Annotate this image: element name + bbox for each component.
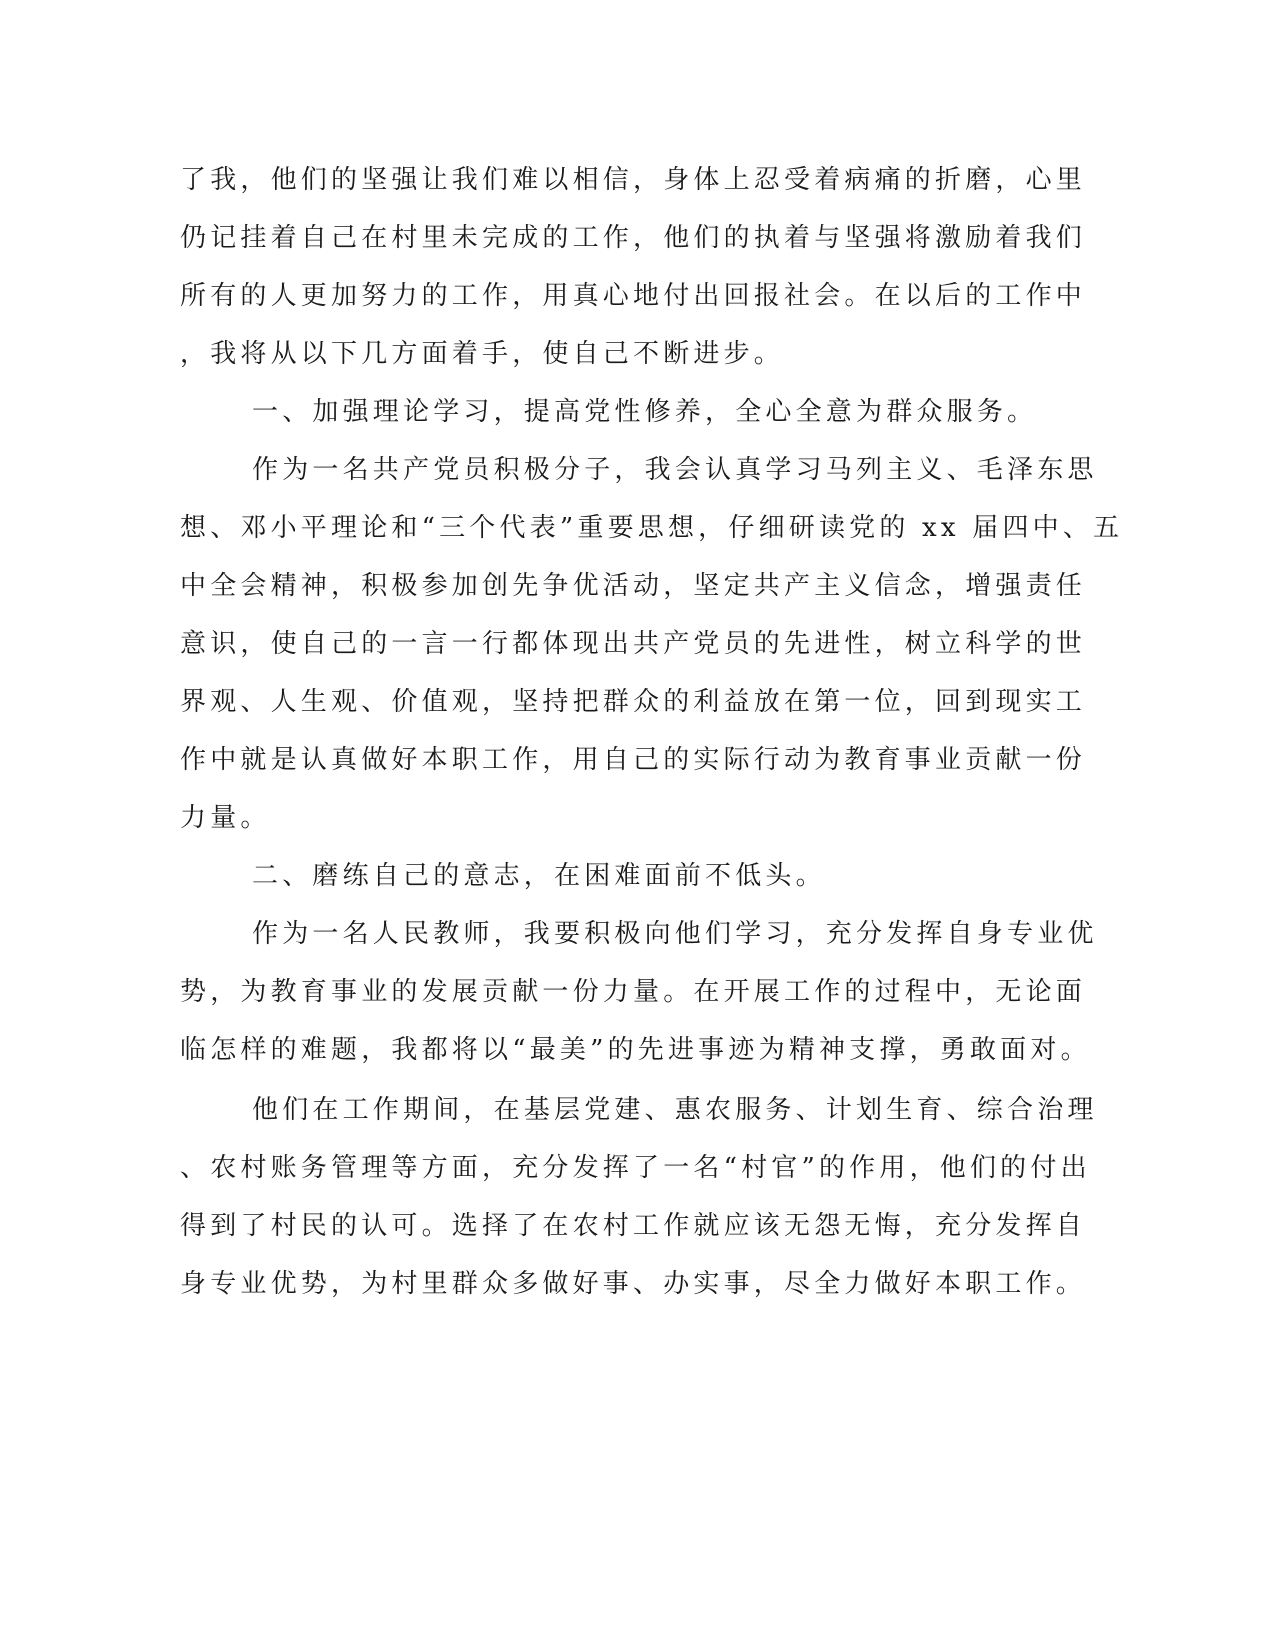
section-heading-2: 二、磨练自己的意志，在困难面前不低头。 xyxy=(252,861,826,891)
section-heading-1: 一、加强理论学习，提高党性修养，全心全意为群众服务。 xyxy=(252,397,1038,427)
paragraph-3-line-1: 作为一名共产党员积极分子，我会认真学习马列主义、毛泽东思 xyxy=(252,455,1098,485)
paragraph-6-line-4: 身专业优势，为村里群众多做好事、办实事，尽全力做好本职工作。 xyxy=(180,1269,1087,1299)
paragraph-3-line-5: 界观、人生观、价值观，坚持把群众的利益放在第一位，回到现实工 xyxy=(180,687,1087,717)
paragraph-3-line-4: 意识，使自己的一言一行都体现出共产党员的先进性，树立科学的世 xyxy=(180,629,1087,659)
paragraph-1-line-4: ，我将从以下几方面着手，使自己不断进步。 xyxy=(180,339,785,369)
paragraph-1-line-2: 仍记挂着自己在村里未完成的工作，他们的执着与坚强将激励着我们 xyxy=(180,223,1087,253)
paragraph-1-line-1: 了我，他们的坚强让我们难以相信，身体上忍受着病痛的折磨，心里 xyxy=(180,165,1087,195)
paragraph-3-line-7: 力量。 xyxy=(180,803,271,833)
paragraph-6-line-2: 、农村账务管理等方面，充分发挥了一名“村官”的作用，他们的付出 xyxy=(180,1153,1091,1183)
paragraph-3-line-3: 中全会精神，积极参加创先争优活动，坚定共产主义信念，增强责任 xyxy=(180,571,1087,601)
paragraph-3-line-2: 想、邓小平理论和“三个代表”重要思想，仔细研读党的 xx 届四中、五 xyxy=(180,513,1124,543)
paragraph-5-line-1: 作为一名人民教师，我要积极向他们学习，充分发挥自身专业优 xyxy=(252,919,1098,949)
paragraph-5-line-2: 势，为教育事业的发展贡献一份力量。在开展工作的过程中，无论面 xyxy=(180,977,1087,1007)
paragraph-6-line-1: 他们在工作期间，在基层党建、惠农服务、计划生育、综合治理 xyxy=(252,1095,1098,1125)
paragraph-1-line-3: 所有的人更加努力的工作，用真心地付出回报社会。在以后的工作中 xyxy=(180,281,1087,311)
paragraph-5-line-3: 临怎样的难题，我都将以“最美”的先进事迹为精神支撑，勇敢面对。 xyxy=(180,1035,1091,1065)
paragraph-6-line-3: 得到了村民的认可。选择了在农村工作就应该无怨无悔，充分发挥自 xyxy=(180,1211,1087,1241)
paragraph-3-line-6: 作中就是认真做好本职工作，用自己的实际行动为教育事业贡献一份 xyxy=(180,745,1087,775)
